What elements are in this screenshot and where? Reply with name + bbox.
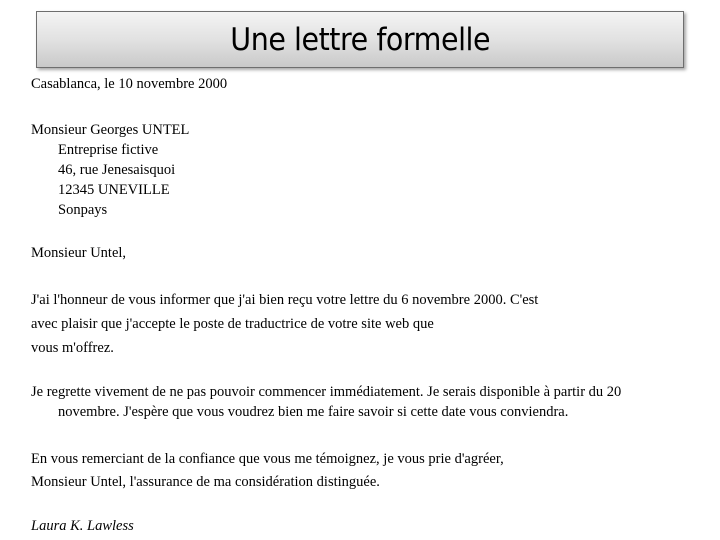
paragraph1-line2: avec plaisir que j'accepte le poste de traductrice de votre site web que — [31, 316, 434, 332]
recipient-address-city: 12345 UNEVILLE — [58, 182, 170, 198]
slide-title-box — [36, 11, 684, 68]
recipient-address-company: Entreprise fictive — [58, 142, 159, 158]
signature: Laura K. Lawless — [31, 518, 134, 534]
recipient-address-street: 46, rue Jenesaisquoi — [58, 162, 176, 178]
slide-title: Une lettre formelle — [230, 22, 490, 58]
date-line: Casablanca, le 10 novembre 2000 — [31, 76, 228, 92]
recipient-name: Monsieur Georges UNTEL — [31, 122, 190, 138]
closing-line1: En vous remerciant de la confiance que vous me témoignez, je vous prie d'agréer, — [31, 451, 504, 467]
paragraph1-line3: vous m'offrez. — [31, 340, 114, 356]
paragraph2-line2: novembre. J'espère que vous voudrez bien me faire savoir si cette date vous conviendra. — [58, 404, 569, 420]
recipient-address-country: Sonpays — [58, 202, 108, 218]
closing-line2: Monsieur Untel, l'assurance de ma considération distinguée. — [31, 474, 380, 490]
paragraph1-line1: J'ai l'honneur de vous informer que j'ai bien reçu votre lettre du 6 novembre 2000. C'est — [31, 292, 539, 308]
paragraph2-line1: Je regrette vivement de ne pas pouvoir commencer immédiatement. Je serais disponible à partir du 20 — [31, 384, 622, 400]
salutation: Monsieur Untel, — [31, 245, 127, 261]
